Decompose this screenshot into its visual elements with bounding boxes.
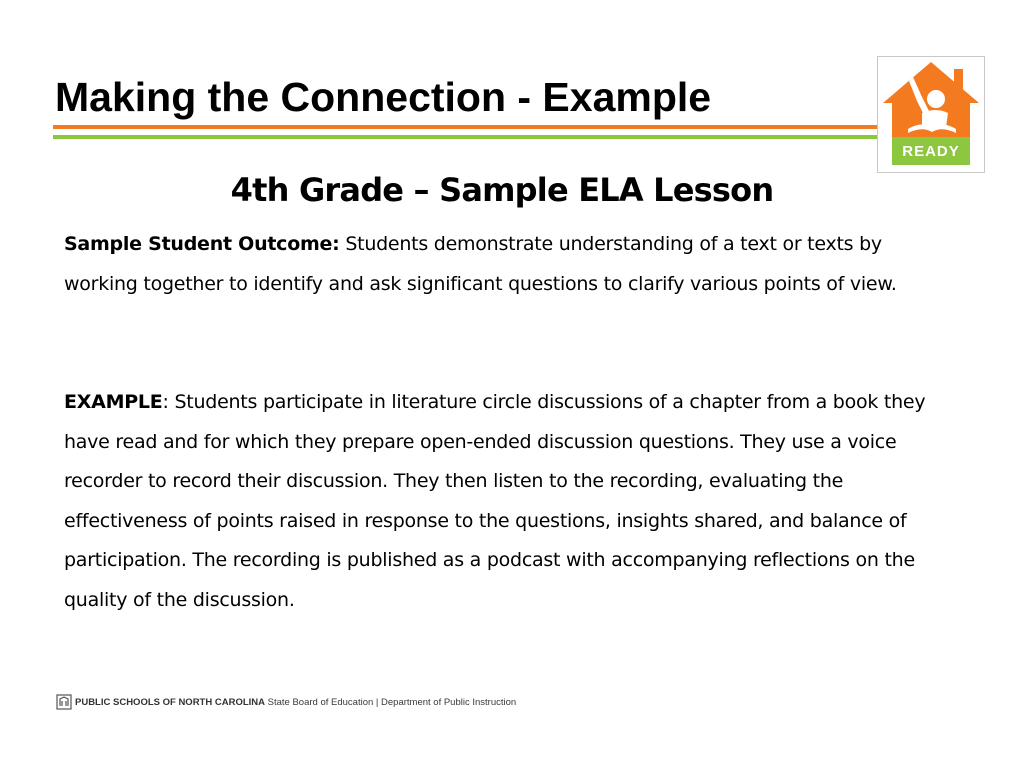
footer-dept: State Board of Education | Department of Public Instruction — [265, 697, 517, 708]
outcome-paragraph — [64, 225, 954, 304]
outcome-label: Sample Student Outcome: — [64, 233, 340, 255]
ready-logo — [877, 56, 985, 173]
example-paragraph — [64, 383, 954, 620]
title-rule-green — [53, 135, 878, 139]
example-text: : Students participate in literature circle discussions of a chapter from a book they have read and for which they prepare open-ended discussion questions. They use a voice recorder to record their discussion. They then listen to the recording, evaluating the effectiveness of points raised in response to the questions, insights shared, and balance of participation. The recording is published as a podcast with accompanying reflections on the quality of the discussion. — [64, 391, 926, 611]
logo-label: READY — [902, 143, 960, 160]
slide-title: Making the Connection - Example — [55, 74, 712, 120]
footer — [56, 693, 516, 713]
outcome-text: Students demonstrate understanding of a text or texts by working together to identify and ask significant questions to clarify various points of view. — [64, 233, 897, 295]
footer-org: PUBLIC SCHOOLS OF NORTH CAROLINA — [75, 697, 265, 708]
state-seal-icon — [56, 694, 72, 710]
title-rule-orange — [53, 125, 878, 129]
example-label: EXAMPLE — [64, 391, 163, 413]
slide-subtitle: 4th Grade – Sample ELA Lesson — [230, 171, 774, 209]
